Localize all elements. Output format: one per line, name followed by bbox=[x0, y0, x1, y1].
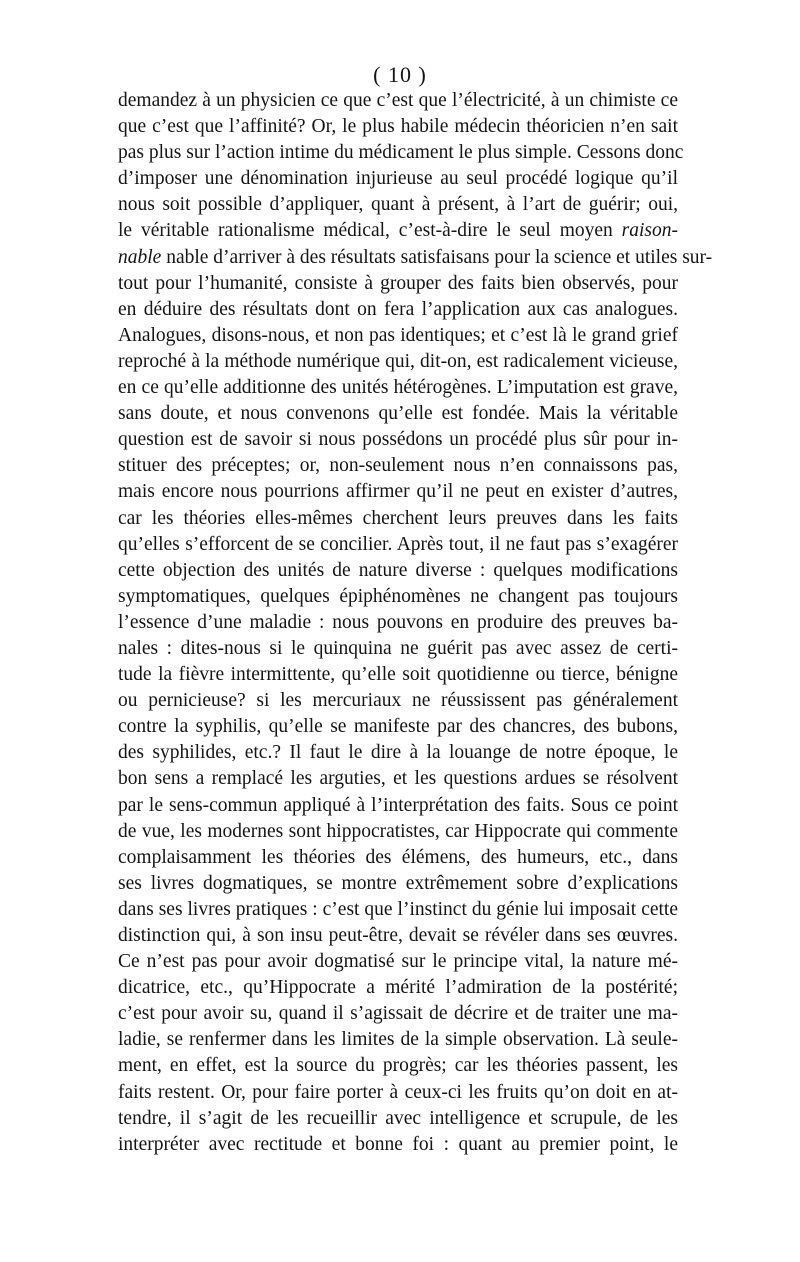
text-line: nous soit possible d’appliquer, quant à présent, à l’art de guérir; oui, bbox=[118, 194, 678, 216]
text-line: sans doute, et nous convenons qu’elle est fondée. Mais la véritable bbox=[118, 403, 678, 425]
text-line: ses livres dogmatiques, se montre extrêmement sobre d’explications bbox=[118, 872, 678, 894]
text-segment: le véritable rationalisme médical, c’est-à-dire le seul moyen bbox=[118, 220, 613, 242]
text-line: en ce qu’elle additionne des unités hétérogènes. L’imputation est grave, bbox=[118, 377, 678, 399]
text-line: demandez à un physicien ce que c’est que l’électricité, à un chimiste ce bbox=[118, 90, 678, 111]
text-line: ment, en effet, est la source du progrès; car les théories passent, les bbox=[118, 1055, 678, 1077]
text-line: pas plus sur l’action intime du médicament le plus simple. Cessons donc bbox=[118, 142, 684, 164]
text-line-with-italic bbox=[118, 245, 713, 271]
text-line: symptomatiques, quelques épiphénomènes ne changent pas toujours bbox=[118, 585, 678, 607]
text-line: c’est pour avoir su, quand il s’agissait de décrire et de traiter une ma- bbox=[118, 1003, 678, 1025]
text-line: stituer des préceptes; or, non-seulement nous n’en connaissons pas, bbox=[118, 455, 678, 477]
text-line: car les théories elles-mêmes cherchent leurs preuves dans les faits bbox=[118, 507, 678, 529]
text-line: cette objection des unités de nature diverse : quelques modifications bbox=[118, 559, 678, 581]
text-line-with-italic bbox=[118, 218, 678, 244]
text-line: complaisamment les théories des élémens, des humeurs, etc., dans bbox=[118, 846, 678, 868]
text-line: tendre, il s’agit de les recueillir avec intelligence et scrupule, de les bbox=[118, 1107, 678, 1129]
text-line: qu’elles s’efforcent de se concilier. Après tout, il ne faut pas s’exagérer bbox=[118, 533, 678, 555]
text-line: dicatrice, etc., qu’Hippocrate a mérité l’admiration de la postérité; bbox=[118, 977, 678, 999]
text-line: tout pour l’humanité, consiste à grouper des faits bien observés, pour bbox=[118, 272, 678, 294]
text-line: ladie, se renfermer dans les limites de la simple observation. Là seule- bbox=[118, 1029, 678, 1051]
text-line: mais encore nous pourrions affirmer qu’il ne peut en exister d’autres, bbox=[118, 481, 678, 503]
text-line: ou pernicieuse? si les mercuriaux ne réussissent pas généralement bbox=[118, 690, 678, 712]
text-line: Analogues, disons-nous, et non pas identiques; et c’est là le grand grief bbox=[118, 324, 678, 346]
text-line: en déduire des résultats dont on fera l’application aux cas analogues. bbox=[118, 298, 678, 320]
text-line: distinction qui, à son insu peut-être, devait se révéler dans ses œuvres. bbox=[118, 925, 678, 946]
text-line: interpréter avec rectitude et bonne foi : quant au premier point, le bbox=[118, 1133, 678, 1155]
text-line: par le sens-commun appliqué à l’interprétation des faits. Sous ce point bbox=[118, 794, 678, 816]
text-line: faits restent. Or, pour faire porter à ceux-ci les fruits qu’on doit en at- bbox=[118, 1081, 678, 1103]
text-line: contre la syphilis, qu’elle se manifeste par des chancres, des bubons, bbox=[118, 716, 678, 738]
text-line: de vue, les modernes sont hippocratistes, car Hippocrate qui commente bbox=[118, 820, 678, 842]
page-number: ( 10 ) bbox=[373, 62, 427, 87]
text-line: l’essence d’une maladie : nous pouvons en produire des preuves ba- bbox=[118, 611, 678, 633]
italic-word: raison- bbox=[621, 220, 679, 242]
text-line: bon sens a remplacé les arguties, et les questions ardues se résolvent bbox=[118, 768, 678, 790]
text-line: tude la fièvre intermittente, qu’elle soit quotidienne ou tierce, bénigne bbox=[118, 664, 678, 686]
text-line: dans ses livres pratiques : c’est que l’instinct du génie lui imposait cette bbox=[118, 898, 678, 920]
body-text bbox=[118, 88, 713, 1158]
text-segment: nable d’arriver à des résultats satisfaisans pour la science et utiles sur- bbox=[166, 246, 713, 268]
text-line: que c’est que l’affinité? Or, le plus habile médecin théoricien n’en sait bbox=[118, 116, 678, 138]
text-line: question est de savoir si nous possédons un procédé plus sûr pour in- bbox=[118, 429, 678, 451]
text-line: nales : dites-nous si le quinquina ne guérit pas avec assez de certi- bbox=[118, 637, 678, 659]
text-line: reproché à la méthode numérique qui, dit-on, est radicalement vicieuse, bbox=[118, 350, 678, 372]
text-line: des syphilides, etc.? Il faut le dire à la louange de notre époque, le bbox=[118, 742, 678, 764]
text-line: Ce n’est pas pour avoir dogmatisé sur le principe vital, la nature mé- bbox=[118, 951, 678, 973]
italic-word: nable bbox=[118, 246, 162, 268]
text-line: d’imposer une dénomination injurieuse au seul procédé logique qu’il bbox=[118, 168, 678, 190]
